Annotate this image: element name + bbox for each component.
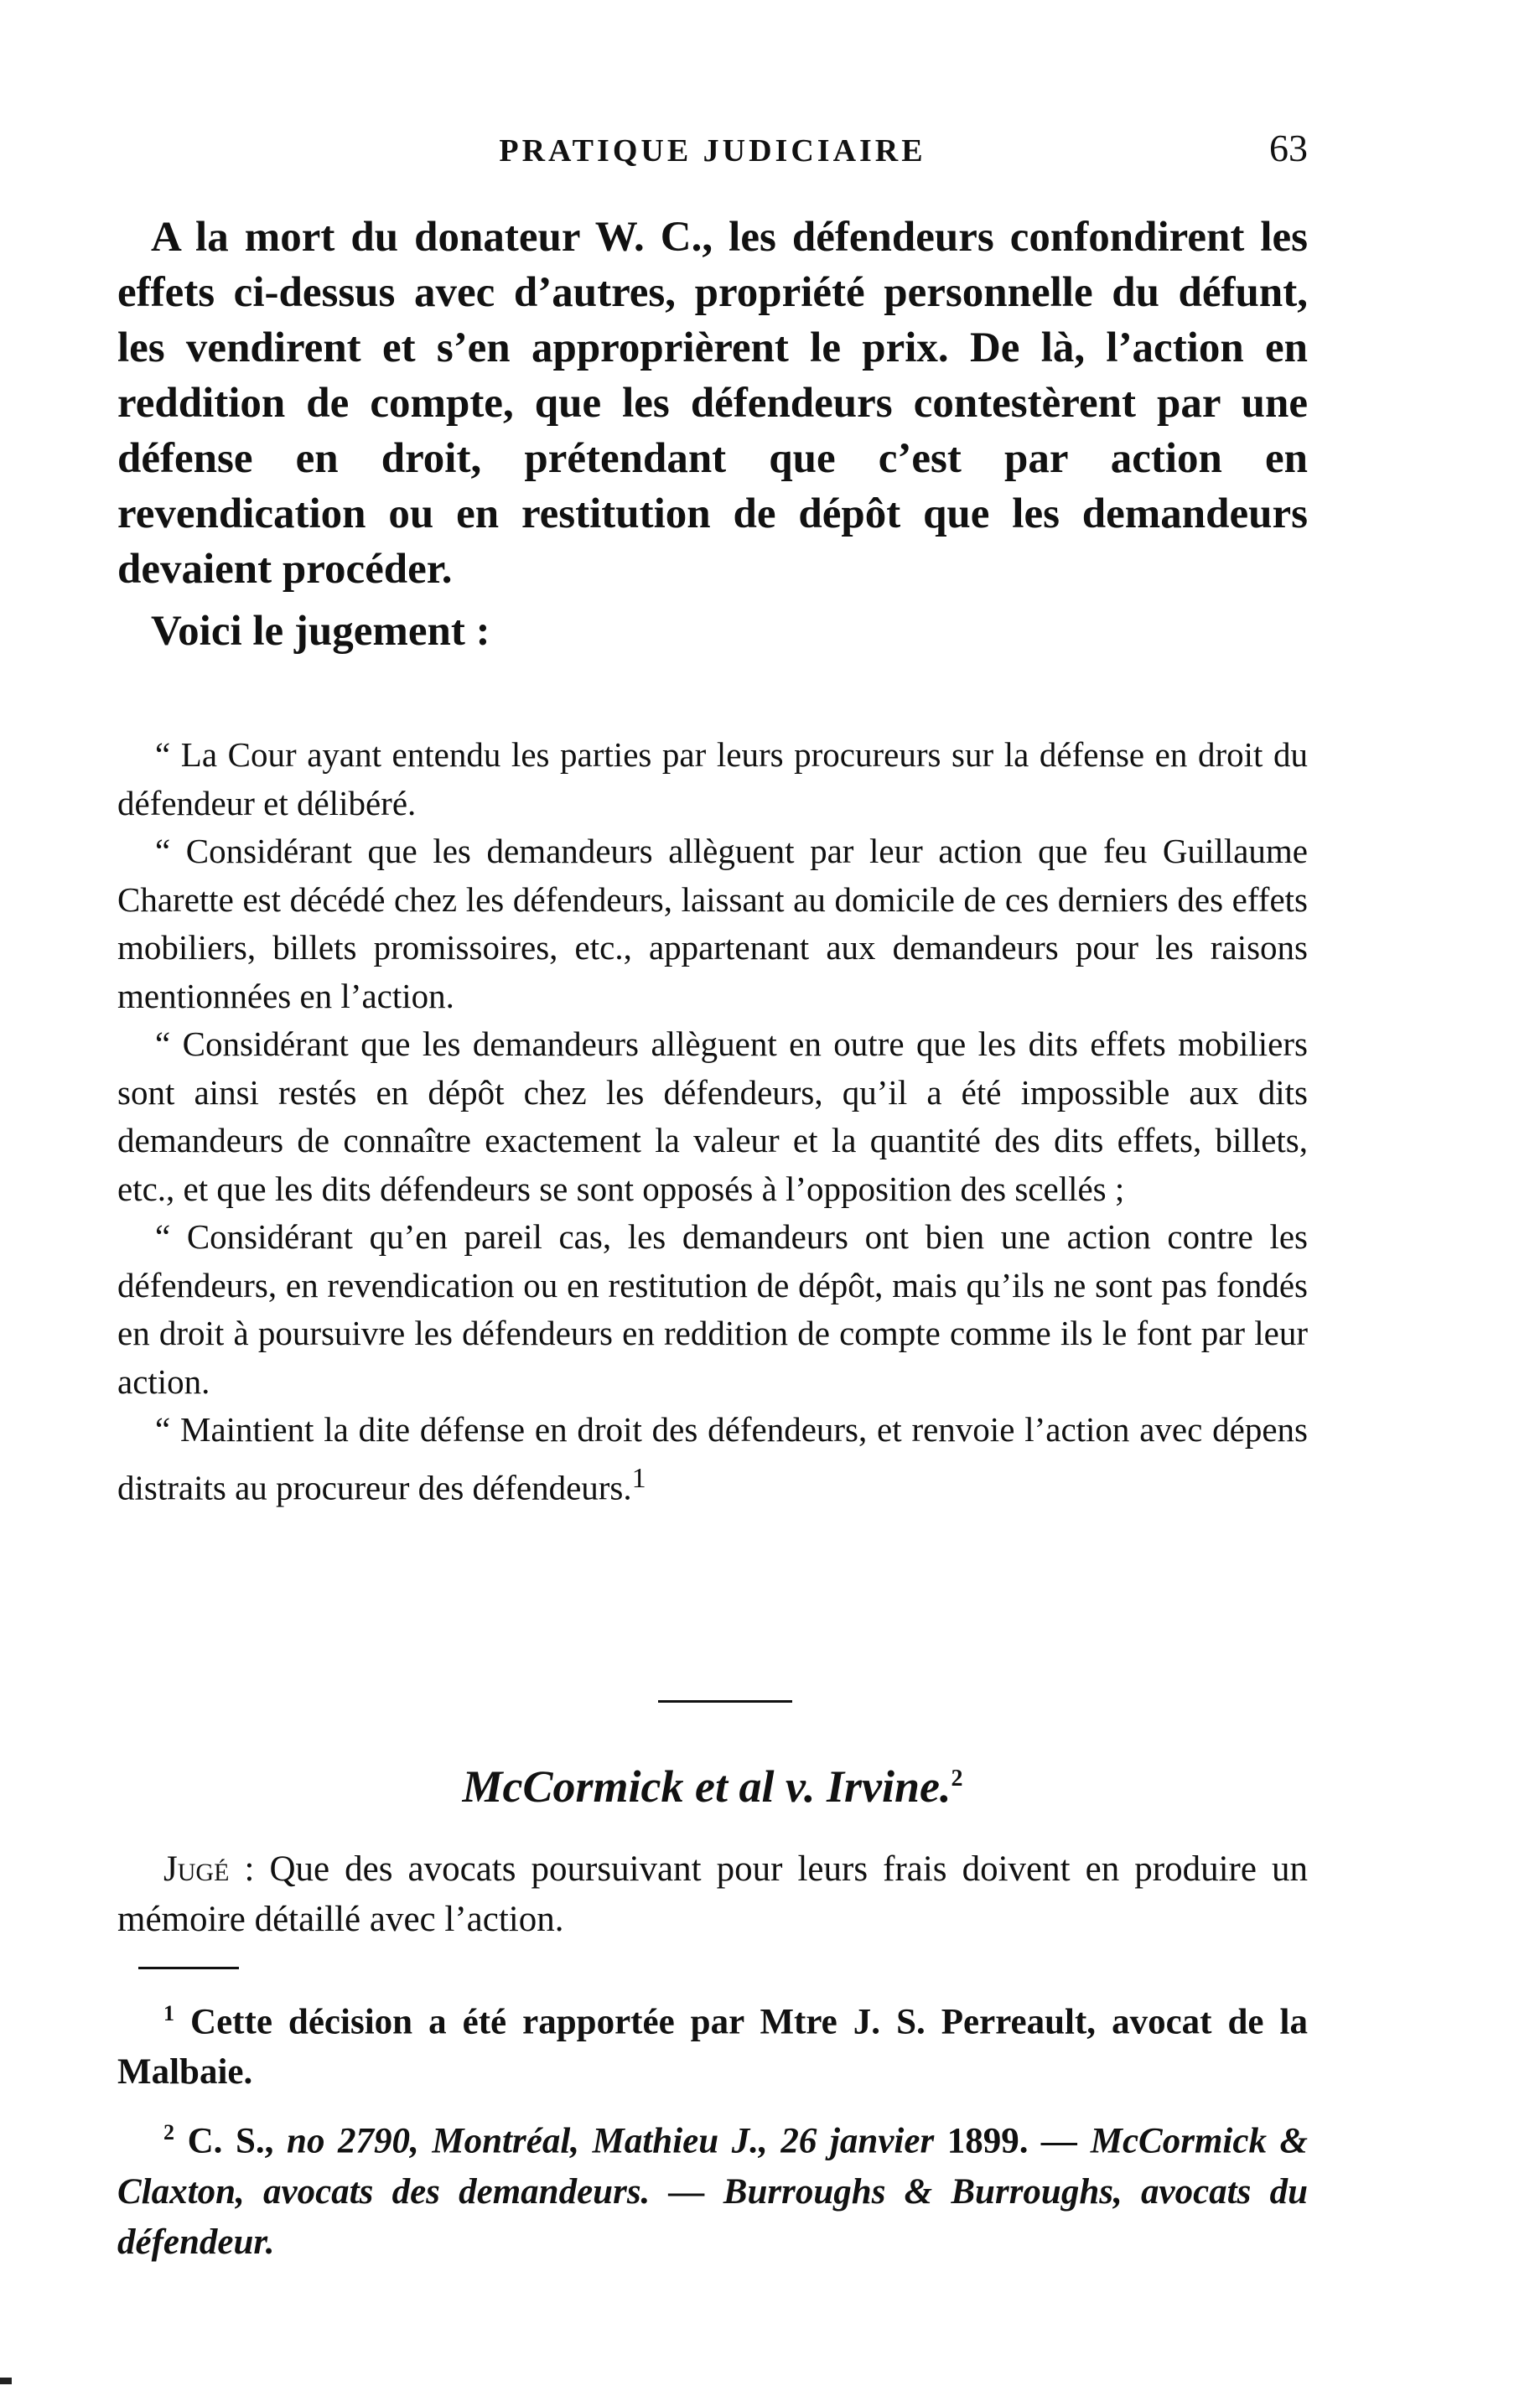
judgment-final-text: “ Maintient la dite défense en droit des défendeurs, et renvoie l’action avec dépens distraits au procureur des défendeurs. bbox=[117, 1410, 1308, 1507]
holding-label: Jugé bbox=[163, 1849, 230, 1889]
footnote-2 bbox=[117, 2108, 1308, 2267]
page-number: 63 bbox=[1269, 127, 1308, 169]
footnote-counsel: — McCormick & Claxton, avocats des demandeurs. — Burroughs & Burroughs, avocats du défendeur. bbox=[117, 2121, 1308, 2262]
case-title-text: McCormick et al v. Irvine. bbox=[462, 1761, 951, 1812]
judgment-intro: Voici le jugement : bbox=[151, 608, 490, 655]
footnote-lead: C. S., bbox=[174, 2121, 288, 2161]
judgment-paragraph: “ Considérant que les demandeurs allèguent par leur action que feu Guillaume Charette est décédé chez les défendeurs, laissant au domicile de ces derniers des effets mobiliers, billets promissoires, etc., appartenant aux demandeurs pour les raisons mentionnées en l’action. bbox=[117, 832, 1308, 1015]
footnote-text: Cette décision a été rapportée par Mtre J. S. Perreault, avocat de la Malbaie. bbox=[117, 2002, 1308, 2093]
judgment-paragraph-final bbox=[117, 1406, 1308, 1512]
judgment-paragraph: “ Considérant que les demandeurs allèguent en outre que les dits effets mobiliers sont ainsi restés en dépôt chez les défendeurs, qu’il a été impossible aux dits demandeurs de connaître exactement la valeur et la quantité des dits effets, billets, etc., et que les dits défendeurs se sont opposés à l’opposition des scellés ; bbox=[117, 1024, 1308, 1208]
footnote-ref-2: 2 bbox=[951, 1766, 963, 1792]
case-holding bbox=[117, 1844, 1308, 1945]
footnote-divider bbox=[138, 1967, 239, 1969]
footnote-1 bbox=[117, 1989, 1308, 2098]
footnote-marker: 1 bbox=[163, 2001, 174, 2025]
narrative-paragraph: A la mort du donateur W. C., les défendeurs confondirent les effets ci-dessus avec d’autres, propriété personnelle du défunt, les vendirent et s’en approprièrent le prix. De là, l’action en reddition de compte, que les défendeurs contestèrent par une défense en droit, prétendant que c’est par action en revendication ou en restitution de dépôt que les demandeurs devaient procéder. bbox=[117, 214, 1308, 593]
judgment-paragraph: “ Considérant qu’en pareil cas, les demandeurs ont bien une action contre les défendeurs, en revendication ou en restitution de dépôt, mais qu’ils ne sont pas fondés en droit à poursuivre les défendeurs en reddition de compte comme ils le font par leur action. bbox=[117, 1217, 1308, 1401]
page-header bbox=[117, 126, 1308, 176]
footnote-marker: 2 bbox=[163, 2120, 174, 2145]
holding-text: : Que des avocats poursuivant pour leurs frais doivent en produire un mémoire détaillé avec l’action. bbox=[117, 1849, 1308, 1939]
footnotes bbox=[117, 1989, 1308, 2278]
judgment-text bbox=[117, 731, 1308, 1512]
section-divider bbox=[658, 1700, 792, 1703]
footnote-year: 1899. bbox=[946, 2121, 1029, 2161]
judgment-paragraph: “ La Cour ayant entendu les parties par leurs procureurs sur la défense en droit du défendeur et délibéré. bbox=[117, 735, 1308, 822]
footnote-citation: no 2790, Montréal, Mathieu J., 26 janvier bbox=[287, 2121, 947, 2161]
narrative-section bbox=[117, 210, 1308, 659]
case-title bbox=[117, 1761, 1308, 1813]
running-head: PRATIQUE JUDICIAIRE bbox=[499, 133, 926, 169]
scan-artifact bbox=[0, 2378, 12, 2384]
footnote-ref-1: 1 bbox=[631, 1462, 646, 1494]
